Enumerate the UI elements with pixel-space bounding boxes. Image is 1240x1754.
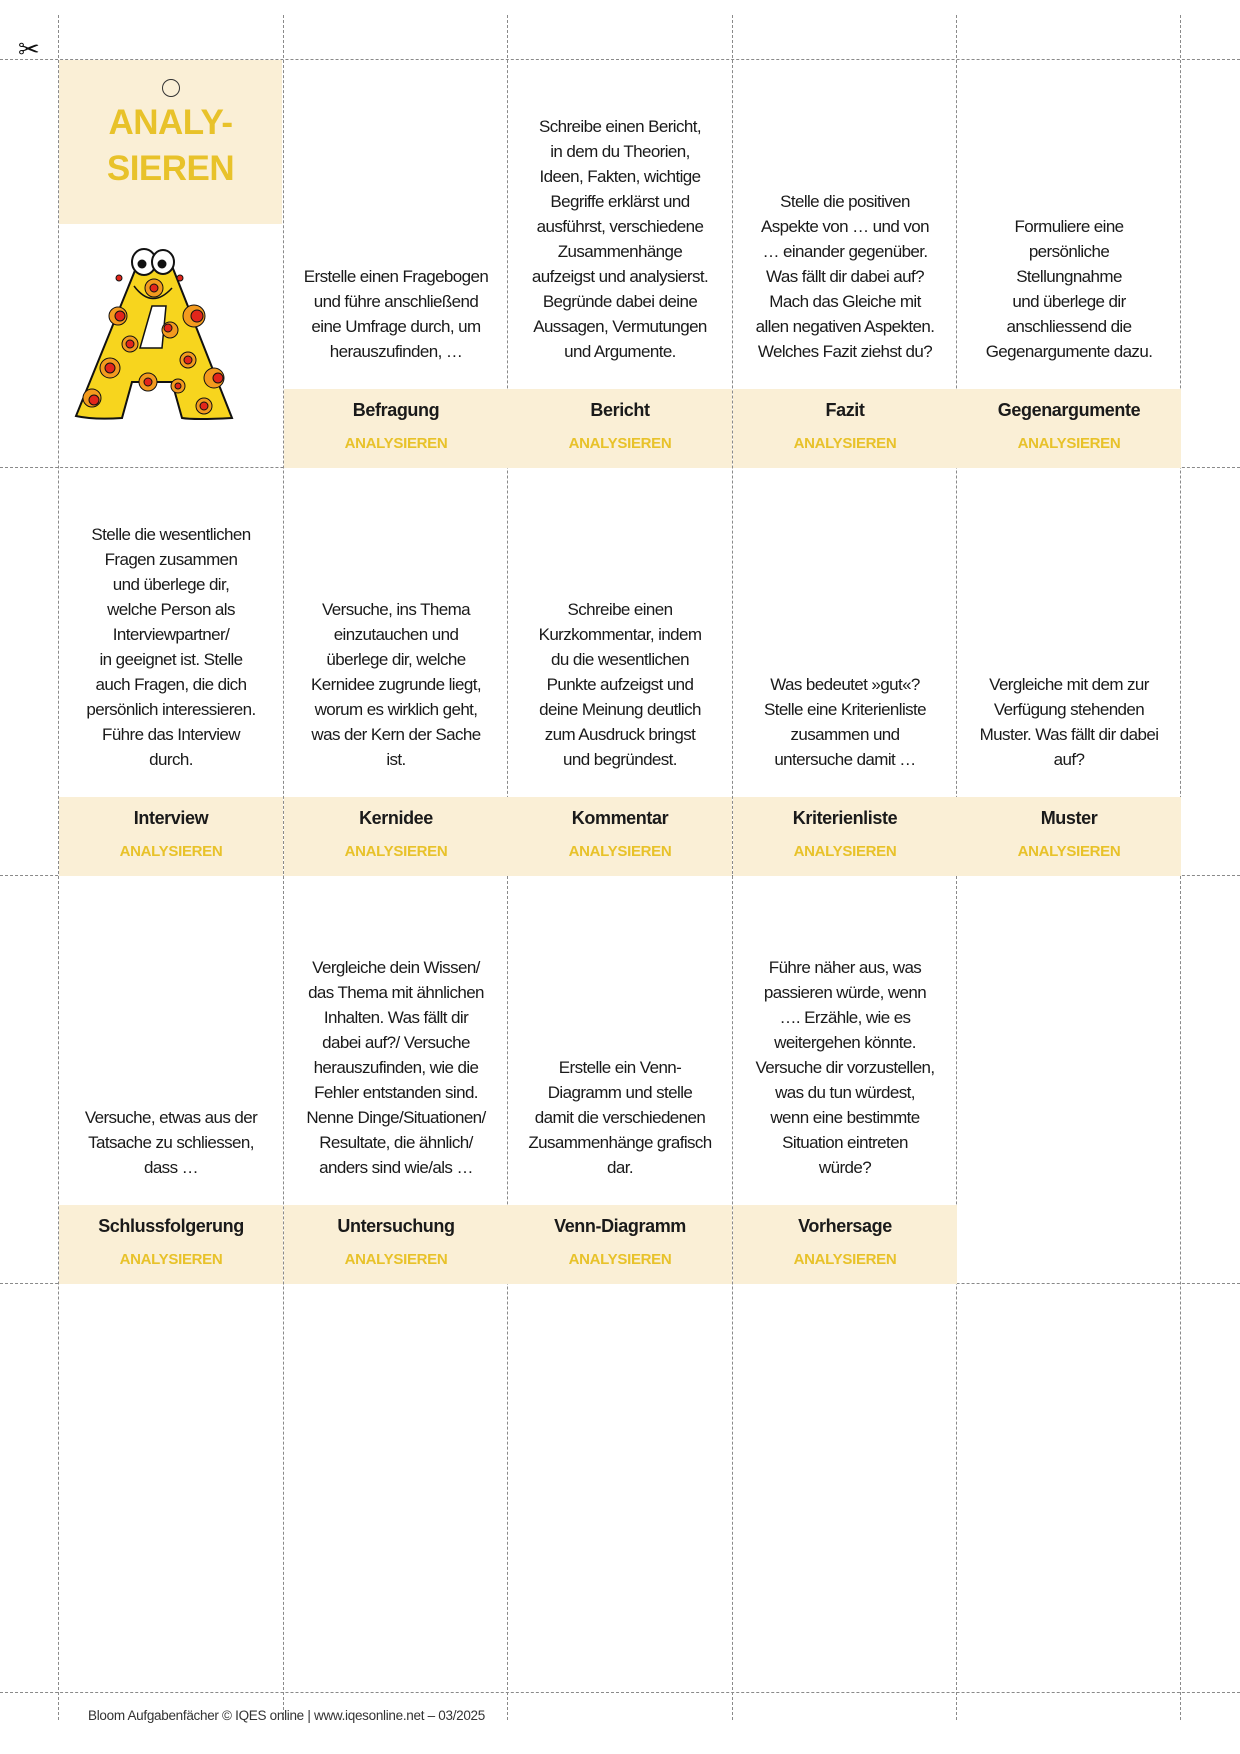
task-description: Vergleiche dein Wissen/ das Thema mit ähnlichen Inhalten. Was fällt dir dabei auf?/ Versuche herauszufinden, wie die Fehler entstanden sind. Nenne Dinge/Situationen/ Resultate, die ähnlich/ anders sind wie/als … bbox=[306, 958, 486, 1177]
task-description: Vergleiche mit dem zur Verfügung stehenden Muster. Was fällt dir dabei auf? bbox=[979, 675, 1159, 769]
task-description: Erstelle ein Venn- Diagramm und stelle damit die verschiedenen Zusammenhänge grafisch dar. bbox=[528, 1058, 712, 1177]
scissors-icon: ✂ bbox=[18, 34, 40, 64]
task-card bbox=[59, 876, 283, 1284]
card-label-band bbox=[284, 1205, 508, 1284]
card-label-band bbox=[508, 1205, 732, 1284]
task-card bbox=[284, 60, 508, 468]
category-label: ANALYSIEREN bbox=[1017, 843, 1121, 860]
cut-line-horizontal bbox=[0, 1692, 1240, 1693]
card-label-band bbox=[284, 389, 508, 468]
task-description: Was bedeutet »gut«? Stelle eine Kriterienliste zusammen und untersuche damit … bbox=[763, 675, 927, 769]
task-title: Kriterienliste bbox=[792, 808, 898, 828]
task-title: Gegenargumente bbox=[997, 400, 1141, 420]
task-title: Fazit bbox=[825, 400, 865, 420]
card-label-band bbox=[284, 797, 508, 876]
category-label: ANALYSIEREN bbox=[568, 435, 672, 452]
task-card bbox=[508, 60, 732, 468]
card-label-band bbox=[733, 1205, 957, 1284]
task-card bbox=[733, 468, 957, 876]
category-label: ANALYSIEREN bbox=[344, 435, 448, 452]
category-label: ANALYSIEREN bbox=[344, 843, 448, 860]
task-card bbox=[508, 468, 732, 876]
cover-title: ANALY- SIEREN bbox=[106, 103, 235, 188]
card-label-band bbox=[733, 797, 957, 876]
task-card bbox=[733, 60, 957, 468]
task-title: Befragung bbox=[352, 400, 440, 420]
task-card bbox=[59, 468, 283, 876]
task-card bbox=[284, 468, 508, 876]
category-label: ANALYSIEREN bbox=[1017, 435, 1121, 452]
category-label: ANALYSIEREN bbox=[568, 1251, 672, 1268]
task-title: Bericht bbox=[590, 400, 650, 420]
category-label: ANALYSIEREN bbox=[793, 435, 897, 452]
task-description: Erstelle einen Fragebogen und führe anschließend eine Umfrage durch, um herauszufinden, … bbox=[303, 267, 489, 361]
card-label-band bbox=[508, 797, 732, 876]
letter-a-mascot-icon bbox=[74, 248, 234, 424]
task-title: Venn-Diagramm bbox=[554, 1216, 686, 1236]
task-title: Vorhersage bbox=[798, 1216, 892, 1236]
category-label: ANALYSIEREN bbox=[568, 843, 672, 860]
task-title: Schlussfolgerung bbox=[98, 1216, 244, 1236]
card-label-band bbox=[957, 389, 1181, 468]
task-card bbox=[508, 876, 732, 1284]
task-description: Versuche, ins Thema einzutauchen und überlege dir, welche Kernidee zugrunde liegt, worum es wirklich geht, was der Kern der Sache ist. bbox=[311, 600, 481, 769]
category-label: ANALYSIEREN bbox=[119, 1251, 223, 1268]
task-card bbox=[957, 60, 1181, 468]
task-title: Interview bbox=[133, 808, 209, 828]
task-title: Muster bbox=[1040, 808, 1098, 828]
category-label: ANALYSIEREN bbox=[793, 843, 897, 860]
task-description: Führe näher aus, was passieren würde, wenn …. Erzähle, wie es weitergehen könnte. Versuche dir vorzustellen, was du tun würdest, wenn eine bestimmte Situation eintreten würde? bbox=[755, 958, 935, 1177]
task-card bbox=[733, 876, 957, 1284]
task-description: Stelle die wesentlichen Fragen zusammen und überlege dir, welche Person als Interviewpartner/ in geeignet ist. Stelle auch Fragen, die dich persönlich interessieren. Führe das Interview durch. bbox=[86, 525, 256, 769]
footer-credits: Bloom Aufgabenfächer © IQES online | www.iqesonline.net – 03/2025 bbox=[88, 1708, 485, 1723]
task-title: Untersuchung bbox=[337, 1216, 455, 1236]
task-description: Versuche, etwas aus der Tatsache zu schliessen, dass … bbox=[84, 1108, 258, 1177]
task-card bbox=[957, 468, 1181, 876]
card-label-band bbox=[733, 389, 957, 468]
task-title: Kernidee bbox=[359, 808, 433, 828]
category-label: ANALYSIEREN bbox=[119, 843, 223, 860]
task-description: Schreibe einen Bericht, in dem du Theorien, Ideen, Fakten, wichtige Begriffe erklärst und ausführst, verschiedene Zusammenhänge aufzeigst und analysierst. Begründe dabei deine Aussagen, Vermutungen und Argumente. bbox=[531, 117, 709, 361]
category-label: ANALYSIEREN bbox=[793, 1251, 897, 1268]
task-description: Stelle die positiven Aspekte von … und von … einander gegenüber. Was fällt dir dabei auf? Mach das Gleiche mit allen negativen Aspekten. Welches Fazit ziehst du? bbox=[755, 192, 935, 361]
task-description: Schreibe einen Kurzkommentar, indem du die wesentlichen Punkte aufzeigst und deine Meinung deutlich zum Ausdruck bringst und begründest. bbox=[538, 600, 702, 769]
card-label-band bbox=[59, 797, 283, 876]
card-label-band bbox=[59, 1205, 283, 1284]
task-card bbox=[284, 876, 508, 1284]
task-title: Kommentar bbox=[571, 808, 669, 828]
card-label-band bbox=[957, 797, 1181, 876]
punch-hole-icon bbox=[162, 79, 180, 97]
card-label-band bbox=[508, 389, 732, 468]
cover-header bbox=[59, 60, 282, 224]
task-description: Formuliere eine persönliche Stellungnahme und überlege dir anschliessend die Gegenargumente dazu. bbox=[985, 217, 1153, 361]
category-label: ANALYSIEREN bbox=[344, 1251, 448, 1268]
